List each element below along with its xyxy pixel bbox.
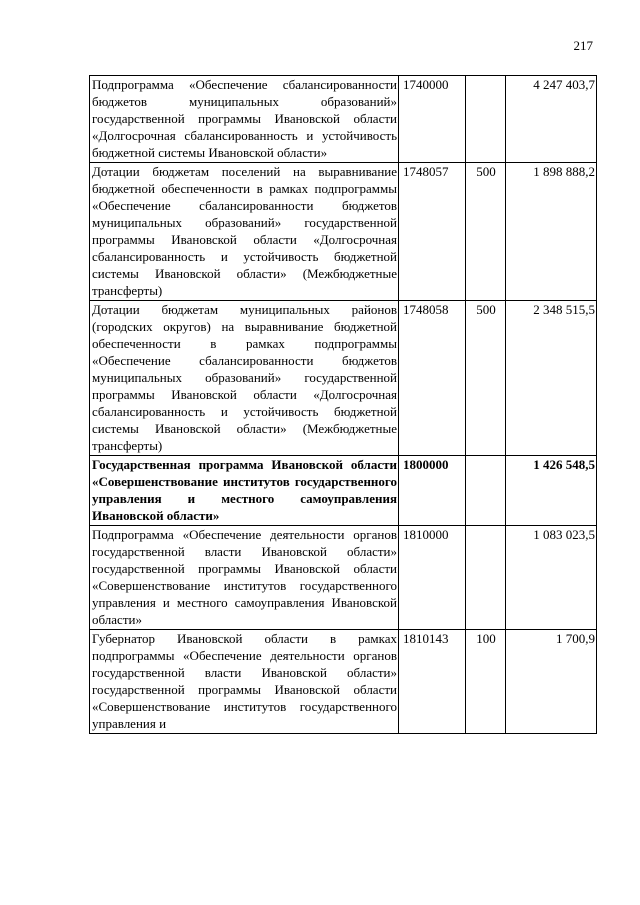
table-row	[90, 76, 597, 163]
budget-table	[89, 75, 597, 734]
row-amount: 1 426 548,5	[506, 456, 597, 526]
row-amount: 4 247 403,7	[506, 76, 597, 163]
row-code: 1748058	[399, 301, 466, 456]
row-description: Государственная программа Ивановской области «Совершенствование институтов государственного управления и местного самоуправления Ивановской области»	[90, 456, 399, 526]
row-expense-type: 500	[466, 301, 506, 456]
row-amount: 1 083 023,5	[506, 526, 597, 630]
row-amount: 1 898 888,2	[506, 163, 597, 301]
row-expense-type	[466, 76, 506, 163]
row-description: Губернатор Ивановской области в рамках подпрограммы «Обеспечение деятельности органов государственной власти Ивановской области» государственной программы Ивановской области «Совершенствование институтов государственного управления и	[90, 630, 399, 734]
row-expense-type: 500	[466, 163, 506, 301]
row-expense-type: 100	[466, 630, 506, 734]
row-amount: 1 700,9	[506, 630, 597, 734]
row-code: 1810000	[399, 526, 466, 630]
row-expense-type	[466, 526, 506, 630]
row-code: 1800000	[399, 456, 466, 526]
table-row	[90, 163, 597, 301]
row-description: Подпрограмма «Обеспечение сбалансированности бюджетов муниципальных образований» государственной программы Ивановской области «Долгосрочная сбалансированность и устойчивость бюджетной системы Ивановской области»	[90, 76, 399, 163]
row-description: Подпрограмма «Обеспечение деятельности органов государственной власти Ивановской области» государственной программы Ивановской области «Совершенствование институтов государственного управления и местного самоуправления Ивановской области»	[90, 526, 399, 630]
row-amount: 2 348 515,5	[506, 301, 597, 456]
row-description: Дотации бюджетам поселений на выравнивание бюджетной обеспеченности в рамках подпрограммы «Обеспечение сбалансированности бюджетов муниципальных образований» государственной программы Ивановской области «Долгосрочная сбалансированность и устойчивость бюджетной системы Ивановской области» (Межбюджетные трансферты)	[90, 163, 399, 301]
row-description: Дотации бюджетам муниципальных районов (городских округов) на выравнивание бюджетной обеспеченности в рамках подпрограммы «Обеспечение сбалансированности бюджетов муниципальных образований» государственной программы Ивановской области «Долгосрочная сбалансированность и устойчивость бюджетной системы Ивановской области» (Межбюджетные трансферты)	[90, 301, 399, 456]
table-row	[90, 630, 597, 734]
table-row	[90, 301, 597, 456]
table-row	[90, 526, 597, 630]
row-code: 1748057	[399, 163, 466, 301]
page-number: 217	[573, 38, 593, 53]
row-code: 1810143	[399, 630, 466, 734]
row-expense-type	[466, 456, 506, 526]
table-row	[90, 456, 597, 526]
row-code: 1740000	[399, 76, 466, 163]
